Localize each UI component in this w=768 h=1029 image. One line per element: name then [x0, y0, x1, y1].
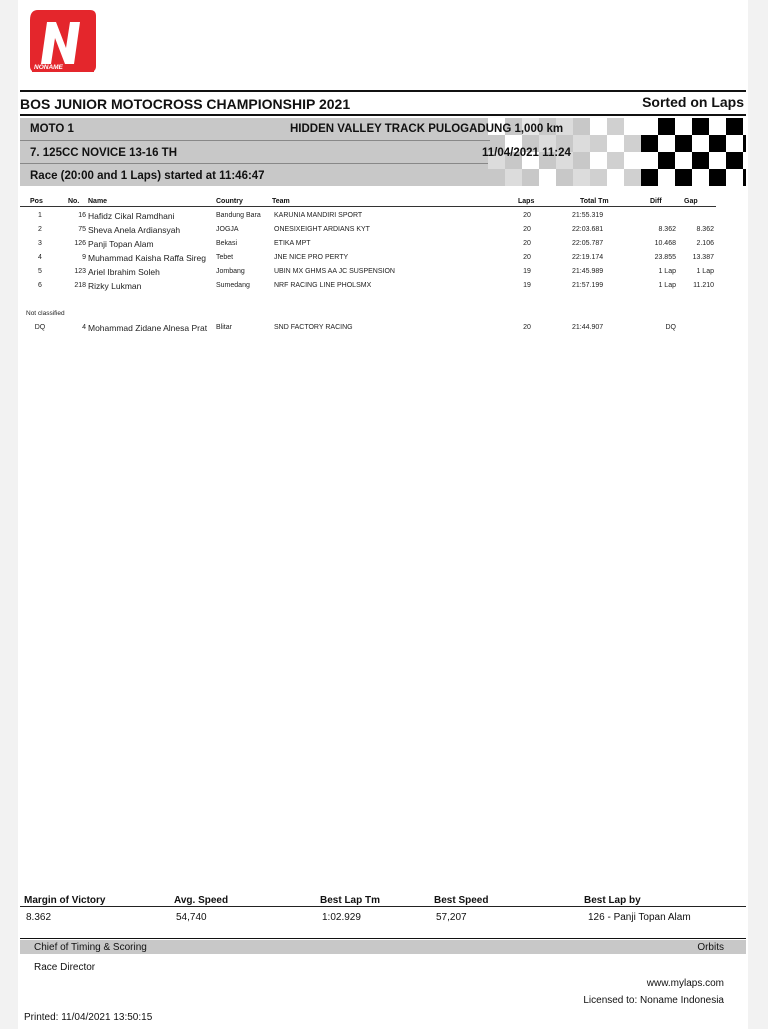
result-name: Ariel Ibrahim Soleh: [88, 267, 160, 277]
result-country: JOGJA: [216, 226, 239, 233]
band-divider-2: [20, 163, 490, 164]
title-rule: [20, 114, 746, 116]
result-laps: 20: [523, 254, 531, 261]
band-divider-1: [20, 140, 490, 141]
class-name: 7. 125CC NOVICE 13-16 TH: [30, 147, 178, 159]
result-diff: 10.468: [654, 240, 676, 247]
top-rule: [20, 90, 746, 92]
sorted-label: Sorted on Laps: [642, 94, 744, 110]
footer-rule: [20, 938, 746, 939]
result-laps: 19: [523, 268, 531, 275]
result-pos: 5: [38, 268, 42, 275]
nc-country: Blitar: [216, 324, 232, 331]
col-diff: Diff: [650, 198, 662, 205]
result-laps: 20: [523, 240, 531, 247]
nc-diff: DQ: [665, 324, 676, 331]
margin-value: 8.362: [26, 912, 52, 923]
result-total: 21:45.989: [572, 268, 604, 275]
col-name: Name: [88, 198, 108, 205]
col-gap: Gap: [684, 198, 698, 205]
result-pos: 3: [38, 240, 42, 247]
col-pos: Pos: [30, 198, 43, 205]
result-country: Bandung Bara: [216, 212, 261, 219]
avg-speed-label: Avg. Speed: [174, 895, 229, 906]
championship-title: BOS JUNIOR MOTOCROSS CHAMPIONSHIP 2021: [20, 96, 351, 112]
result-gap: 11.210: [693, 282, 714, 289]
best-lap-by-label: Best Lap by: [584, 895, 641, 906]
col-laps: Laps: [518, 198, 535, 205]
result-no: 218: [74, 282, 86, 289]
nc-team: SND FACTORY RACING: [274, 324, 353, 331]
avg-speed-value: 54,740: [176, 912, 207, 923]
result-total: 21:55.319: [572, 212, 604, 219]
result-gap: 2.106: [696, 240, 714, 247]
best-lap-label: Best Lap Tm: [320, 895, 381, 906]
track-name: HIDDEN VALLEY TRACK PULOGADUNG 1,000 km: [290, 123, 564, 135]
result-no: 9: [82, 254, 86, 261]
orbits-label: Orbits: [697, 942, 724, 953]
result-team: JNE NICE PRO PERTY: [274, 254, 349, 261]
not-classified-label: Not classified: [26, 310, 65, 317]
result-team: ONESIXEIGHT ARDIANS KYT: [274, 226, 370, 233]
result-diff: 8.362: [658, 226, 676, 233]
col-no: No.: [68, 198, 80, 205]
nc-total: 21:44.907: [572, 324, 604, 331]
margin-label: Margin of Victory: [24, 895, 106, 906]
col-team: Team: [272, 198, 290, 205]
result-country: Tebet: [216, 254, 234, 261]
col-total: Total Tm: [580, 198, 609, 205]
result-no: 75: [78, 226, 86, 233]
result-team: UBIN MX GHMS AA JC SUSPENSION: [274, 268, 395, 275]
col-country: Country: [216, 198, 243, 205]
result-gap: 13.387: [692, 254, 714, 261]
noname-logo: [28, 8, 98, 74]
result-diff: 23.855: [654, 254, 676, 261]
best-speed-value: 57,207: [436, 912, 467, 923]
best-speed-label: Best Speed: [434, 895, 489, 906]
result-name: Hafidz Cikal Ramdhani: [88, 211, 175, 221]
result-country: Sumedang: [216, 282, 250, 289]
result-diff: 1 Lap: [658, 282, 676, 289]
result-gap: 8.362: [696, 226, 714, 233]
header-rule: [20, 206, 716, 207]
result-country: Jombang: [216, 268, 245, 275]
result-no: 123: [74, 268, 86, 275]
result-pos: 4: [38, 254, 42, 261]
result-no: 126: [74, 240, 86, 247]
logo-text: NONAME: [34, 64, 63, 71]
best-lap-value: 1:02.929: [322, 912, 361, 923]
result-diff: 1 Lap: [658, 268, 676, 275]
race-director-label: Race Director: [34, 962, 96, 973]
result-gap: 1 Lap: [696, 268, 714, 275]
result-laps: 20: [523, 226, 531, 233]
result-laps: 20: [523, 212, 531, 219]
result-pos: 2: [38, 226, 42, 233]
nc-laps: 20: [523, 324, 531, 331]
race-start-info: Race (20:00 and 1 Laps) started at 11:46:47: [30, 170, 265, 182]
result-team: ETIKA MPT: [274, 240, 311, 247]
nc-name: Mohammad Zidane Alnesa Prat: [88, 323, 208, 333]
result-total: 22:19.174: [572, 254, 604, 261]
result-name: Muhammad Kaisha Raffa Sireg: [88, 253, 206, 263]
licensed-text: Licensed to: Noname Indonesia: [583, 995, 724, 1006]
result-no: 16: [78, 212, 86, 219]
result-pos: 1: [38, 212, 42, 219]
result-pos: 6: [38, 282, 42, 289]
summary-rule: [20, 906, 746, 907]
nc-pos: DQ: [34, 324, 46, 331]
session-name: MOTO 1: [30, 123, 74, 135]
result-name: Panji Topan Alam: [88, 239, 154, 249]
result-total: 22:03.681: [572, 226, 604, 233]
result-country: Bekasi: [216, 240, 238, 247]
result-total: 21:57.199: [572, 282, 604, 289]
result-total: 22:05.787: [572, 240, 604, 247]
printed-text: Printed: 11/04/2021 13:50:15: [24, 1012, 153, 1023]
result-name: Sheva Anela Ardiansyah: [88, 225, 181, 235]
website-text: www.mylaps.com: [646, 978, 724, 989]
race-date: 11/04/2021 11:24: [482, 147, 571, 159]
chief-timing-label: Chief of Timing & Scoring: [34, 942, 147, 953]
result-name: Rizky Lukman: [88, 281, 142, 291]
nc-no: 4: [82, 324, 86, 331]
best-lap-by-value: 126 - Panji Topan Alam: [588, 912, 691, 923]
result-team: KARUNIA MANDIRI SPORT: [274, 212, 363, 219]
result-team: NRF RACING LINE PHOLSMX: [274, 282, 372, 289]
result-laps: 19: [523, 282, 531, 289]
results-sheet: [18, 0, 748, 1029]
